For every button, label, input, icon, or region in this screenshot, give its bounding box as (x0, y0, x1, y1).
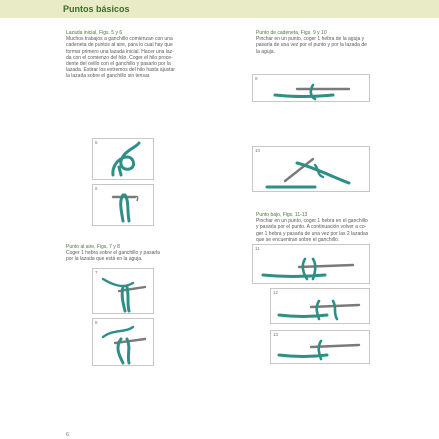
figure-7 (92, 268, 154, 314)
figure-12 (270, 288, 370, 324)
figure-number: 11 (255, 246, 260, 251)
figure-10 (252, 146, 370, 192)
figure-5 (92, 138, 154, 180)
text-line: pasarla de una vez por el punto y por la lazada de (256, 42, 367, 49)
section-heading: Lazada inicial, Figs. 5 y 6 (66, 30, 123, 36)
single-crochet-finish-icon (271, 331, 371, 365)
section-heading: Punto al aire, Figs. 7 y 8 (66, 244, 120, 250)
single-crochet-yarn-over-icon (271, 289, 371, 325)
text-line: Muchos trabajos a ganchillo comienzan con una (66, 36, 173, 43)
text-punto-al-aire (66, 244, 182, 263)
text-line: la lazada sobre el ganchillo sin tensar. (66, 73, 151, 80)
page-title: Puntos básicos (63, 4, 130, 14)
figure-8 (92, 318, 154, 366)
slip-stitch-pull-icon (253, 147, 371, 193)
figure-11 (252, 244, 370, 284)
figure-number: 8 (95, 320, 98, 325)
page-header (0, 0, 439, 18)
section-heading: Punto de cadeneta, Figs. 9 y 10 (256, 30, 327, 36)
slip-stitch-insert-icon (253, 75, 371, 103)
text-line: da con el comienzo del hilo. Coger el hilo proce- (66, 54, 173, 61)
figure-number: 12 (273, 290, 279, 295)
chain-stitch-loop-icon (93, 319, 155, 367)
text-line: cadeneta de puntos al aire, para lo cual hay que (66, 42, 173, 49)
text-line: Pinchar en un punto, coger 1 hebra de la aguja y (256, 36, 365, 43)
text-line: lazada. Estirar los extremos del hilo hasta ajustar (66, 67, 175, 74)
figure-number: 5 (95, 140, 98, 145)
text-lazada-inicial (66, 30, 182, 80)
figure-number: 13 (273, 332, 279, 337)
figure-number: 9 (255, 76, 258, 81)
text-punto-cadeneta (256, 30, 376, 55)
text-line: y pasarla por el punto. A continuación volver a co- (256, 224, 367, 231)
slipknot-icon (93, 139, 155, 181)
text-line: la aguja. (256, 48, 275, 55)
page-number: 6 (66, 432, 70, 438)
text-line: que se encuentran sobre el ganchillo. (256, 236, 340, 243)
section-heading: Punto bajo, Figs. 11-13 (256, 212, 308, 218)
figure-number: 7 (95, 270, 98, 275)
hook-loop-icon (93, 185, 155, 227)
figure-number: 6 (95, 186, 98, 191)
figure-number: 10 (255, 148, 261, 153)
text-line: dente del ovillo con el ganchillo y pasarlo por la (66, 61, 171, 68)
figure-6 (92, 184, 154, 226)
text-line: formar primero una lazada inicial. Hacer una laz- (66, 48, 174, 55)
text-punto-bajo (256, 212, 376, 243)
figure-13 (270, 330, 370, 364)
chain-stitch-step-icon (93, 269, 155, 315)
text-line: por la lazada que está en la aguja. (66, 256, 143, 263)
figure-9 (252, 74, 370, 102)
text-line: ger 1 hebra y pasarla de una vez por las 2 lazadas (256, 230, 369, 237)
text-line: Pinchar en un punto, coger 1 hebra en el ganchillo (256, 218, 368, 225)
text-line: Coger 1 hebra sobre el ganchillo y pasarla (66, 250, 160, 257)
single-crochet-insert-icon (253, 245, 371, 285)
